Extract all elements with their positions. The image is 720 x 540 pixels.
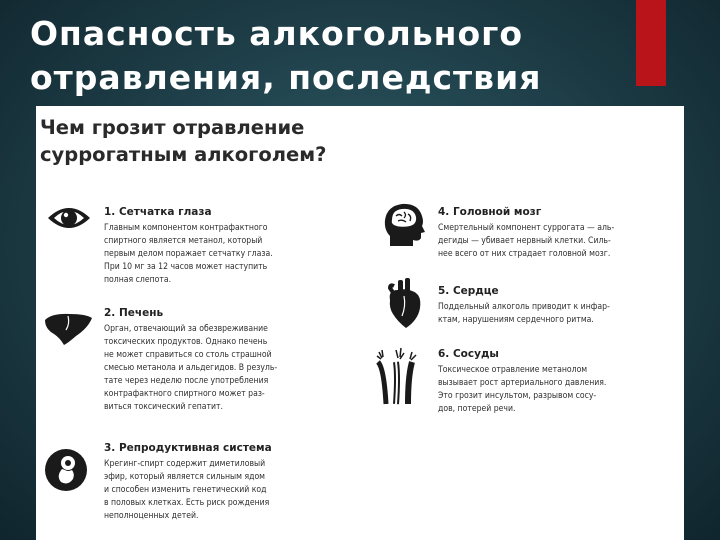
item-text: Орган, отвечающий за обезвреживание токсических продуктов. Однако печень не может справиться со столь страшной смесью метанола и альдегидов. В резуль- тате через неделю после употребления контрафактного спиртного может раз- виться токсический гепатит. <box>104 324 278 412</box>
item-title: 1. Сетчатка глаза <box>104 206 212 218</box>
list-item <box>104 441 354 523</box>
heart-icon <box>384 278 424 330</box>
item-title: 2. Печень <box>104 307 164 319</box>
item-title: 3. Репродуктивная система <box>104 442 272 454</box>
item-text: Смертельный компонент суррогата — аль- дегиды — убивает нервный клетки. Силь- нее всего от них страдает головной мозг. <box>438 223 615 259</box>
item-text: Главным компонентом контрафактного спиртного является метанол, который первым делом поражает сетчатку глаза. При 10 мг за 12 часов может наступить полная слепота. <box>104 223 273 285</box>
item-text: Токсическое отравление метанолом вызывает рост артериального давления. Это грозит инсультом, разрывом сосу- дов, потерей речи. <box>438 365 607 414</box>
item-title: 6. Сосуды <box>438 348 499 360</box>
eye-icon <box>46 202 92 234</box>
fetus-icon <box>44 448 88 492</box>
liver-icon <box>42 312 94 348</box>
item-text: Поддельный алкоголь приводит к инфар- ктам, нарушениям сердечного ритма. <box>438 302 610 325</box>
infographic-card <box>36 106 684 540</box>
item-title: 4. Головной мозг <box>438 206 542 218</box>
brain-head-icon <box>382 202 426 248</box>
infographic-heading: Чем грозит отравление суррогатным алкоголем? <box>40 116 327 166</box>
list-item <box>438 347 684 416</box>
list-item <box>438 284 684 327</box>
list-item <box>104 306 364 414</box>
red-accent-tab <box>636 0 666 86</box>
list-item <box>438 205 684 261</box>
list-item <box>104 205 354 287</box>
item-text: Крегинг-спирт содержит диметиловый эфир, который является сильным ядом и способен изменить генетический код в половых клетках. Есть риск рождения неполноценных детей. <box>104 459 270 521</box>
slide-title: Опасность алкогольного отравления, последствия <box>30 14 542 97</box>
blood-vessels-icon <box>374 346 420 406</box>
item-title: 5. Сердце <box>438 285 499 297</box>
